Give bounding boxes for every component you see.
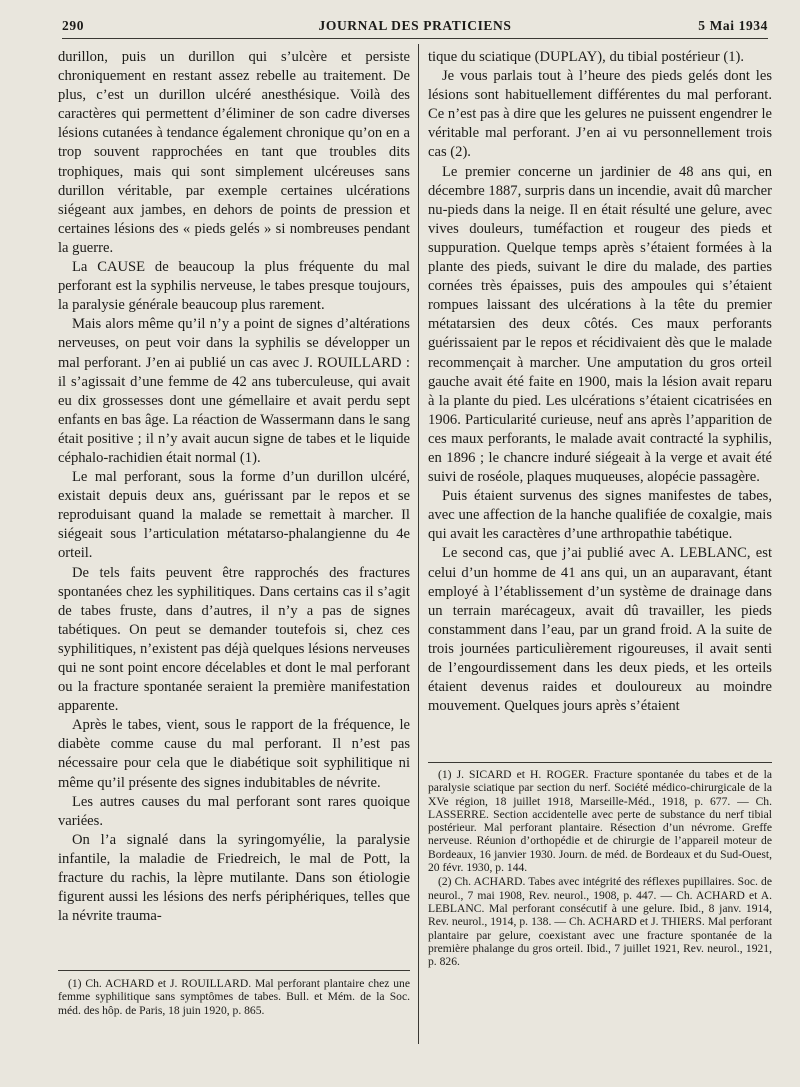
paragraph: De tels faits peuvent être rapprochés des fractures spontanées chez les syphilitiques. Dans certains cas il s’agit de tabes fruste, dans d’autres, il n’y a pas de signes tabétiques. On peut se demander toutefois si, chez ces syphilitiques, n’existent pas déjà quelques lésions nerveuses qui ne sont point encore décelables et dont le mal perforant ou la fracture spontanée seraient la première manifestation apparente. xyxy=(58,564,410,715)
footnote-rule xyxy=(58,970,410,971)
right-footnotes xyxy=(428,768,772,969)
paragraph: Puis étaient survenus des signes manifestes de tabes, avec une affection de la hanche qualifiée de coxalgie, mais qui avait les caractères d’une arthropathie tabétique. xyxy=(428,488,772,543)
paragraph: La CAUSE de beaucoup la plus fréquente du mal perforant est la syphilis nerveuse, le tabes presque toujours, la paralysie générale beaucoup plus rarement. xyxy=(58,259,410,314)
footnote-rule xyxy=(428,762,772,763)
paragraph: Les autres causes du mal perforant sont rares quoique variées. xyxy=(58,793,410,829)
footnote: (1) J. SICARD et H. ROGER. Fracture spontanée du tabes et de la paralysie sciatique par section du nerf. Société médico-chirurgicale de la XVe région, 18 juillet 1918, Marseille-Méd., 1918, p. 677. — Ch. LASSERRE. Section accidentelle avec perte de substance du nerf tibial postérieur. Mal perforant plantaire. Résection d’un névrome. Greffe nerveuse. Réunion d’orthopédie et de chirurgie de l’appareil moteur de Bordeaux, 16 janvier 1930. Journ. de méd. de Bordeaux et du Sud-Ouest, 20 févr. 1930, p. 144. xyxy=(428,768,772,875)
paragraph: tique du sciatique (DUPLAY), du tibial postérieur (1). xyxy=(428,49,745,65)
paragraph: Mais alors même qu’il n’y a point de signes d’altérations nerveuses, on peut voir dans la syphilis se développer un mal perforant. J’en ai publié un cas avec J. ROUILLARD : il s’agissait d’une femme de 42 ans tuberculeuse, qui avait eu dix grossesses dont une gémellaire et avait perdu sept enfants en bas âge. La réaction de Wassermann dans le sang était positive ; il n’y avait aucun signe de tabes et le liquide céphalo-rachidien était normal (1). xyxy=(58,316,410,466)
paragraph: On l’a signalé dans la syringomyélie, la paralysie infantile, la maladie de Friedreich, le mal de Pott, la fracture du rachis, la lèpre mutilante. Dans son étiologie figurent aussi les lésions des nerfs périphériques, telles que la névrite trauma- xyxy=(58,831,410,925)
paragraph: Après le tabes, vient, sous le rapport de la fréquence, le diabète comme cause du mal perforant. Il n’est pas nécessaire pour cela que le diabétique soit syphilitique ni même qu’il présente des signes indubitables de névrite. xyxy=(58,717,410,791)
header-rule xyxy=(62,38,768,39)
left-footnotes xyxy=(58,977,410,1018)
left-column xyxy=(58,48,410,926)
paragraph: Le mal perforant, sous la forme d’un durillon ulcéré, existait depuis deux ans, guérissant par le repos et se reproduisant quand la malade se remettait à marcher. Il siégeait sous l’articulation métatarso-phalangienne du 4e orteil. xyxy=(58,469,410,562)
journal-title: JOURNAL DES PRATICIENS xyxy=(318,18,512,33)
footnote: (1) Ch. ACHARD et J. ROUILLARD. Mal perforant plantaire chez une femme syphilitique sans symptômes de tabes. Bull. et Mém. de la Soc. méd. des hôp. de Paris, 18 juin 1920, p. 865. xyxy=(58,977,410,1017)
paragraph: Le premier concerne un jardinier de 48 ans qui, en décembre 1887, surpris dans un incendie, avait dû marcher nu-pieds dans la neige. Il en était résulté une gelure, avec vives douleurs, tuméfaction et rougeur des pieds et suppuration. Quelque temps après s’étaient formées à la plante des pieds, suivant le dire du malade, des parties cornées très épaisses, puis des ampoules qui s’étaient rompues laissant des ulcérations à la tête du premier métatarsien des deux côtés. Ces maux perforants guérissaient par le repos et récidivaient dès que le malade recommençait à marcher. Une amputation du gros orteil gauche avait été faite en 1900, mais la lésion avait reparu à la plante du pied. Les ulcérations s’étaient cicatrisées en 1906. Particularité curieuse, neuf ans après l’apparition de ces maux perforants, le malade avait contracté la syphilis, en 1896 ; le chancre induré siégeait à la verge et avait été suivi de roséole, plaques muqueuses, alopécie passagère. xyxy=(428,163,772,486)
paragraph: Je vous parlais tout à l’heure des pieds gelés dont les lésions sont habituellement différentes du mal perforant. Ce n’est pas à dire que les gelures ne puissent engendrer le véritable mal perforant. J’en ai vu personnellement trois cas (2). xyxy=(428,68,772,161)
paragraph: Le second cas, que j’ai publié avec A. LEBLANC, est celui d’un homme de 41 ans qui, un an auparavant, étant employé à l’établissement d’un système de drainage dans un terrain marécageux, avait dû travailler, les pieds constamment dans l’eau, par un grand froid. A la suite de trois journées particulièrement rigoureuses, il avait senti de l’engourdissement dans les deux pieds, et les orteils étaient devenus raides et douloureux au moindre mouvement. Quelques jours après s’étaient xyxy=(428,545,772,715)
right-column xyxy=(428,48,772,716)
page-number: 290 xyxy=(62,18,85,33)
paragraph: durillon, puis un durillon qui s’ulcère et persiste chroniquement en restant assez rebelle au traitement. De plus, c’est un durillon ulcéré anesthésique. Voilà des caractères qui permettent d’éliminer de son cadre diverses lésions cutanées à tendance également chronique qu’on en a trop souvent rapprochées en tant que troubles dits trophiques, mais qui sont simplement ulcéreuses sans durillon véritable, par exemple certaines ulcérations siégeant aux jambes, en dehors de points de pression et certaines lésions des « pieds gelés » si nombreuses pendant la guerre. xyxy=(58,49,410,256)
footnote: (2) Ch. ACHARD. Tabes avec intégrité des réflexes pupillaires. Soc. de neurol., 7 mai 1908, Rev. neurol., 1908, p. 447. — Ch. ACHARD et A. LEBLANC. Mal perforant consécutif à une gelure. Ibid., 8 janv. 1914, Rev. neurol., 1914, p. 138. — Ch. ACHARD et J. THIERS. Mal perforant plantaire par gelure, coexistant avec une fracture spontanée de la première phalange du gros orteil. Ibid., 7 juillet 1921, Rev. neurol., 1921, p. 826. xyxy=(428,875,772,969)
column-divider xyxy=(418,44,419,1044)
issue-date: 5 Mai 1934 xyxy=(698,18,768,33)
